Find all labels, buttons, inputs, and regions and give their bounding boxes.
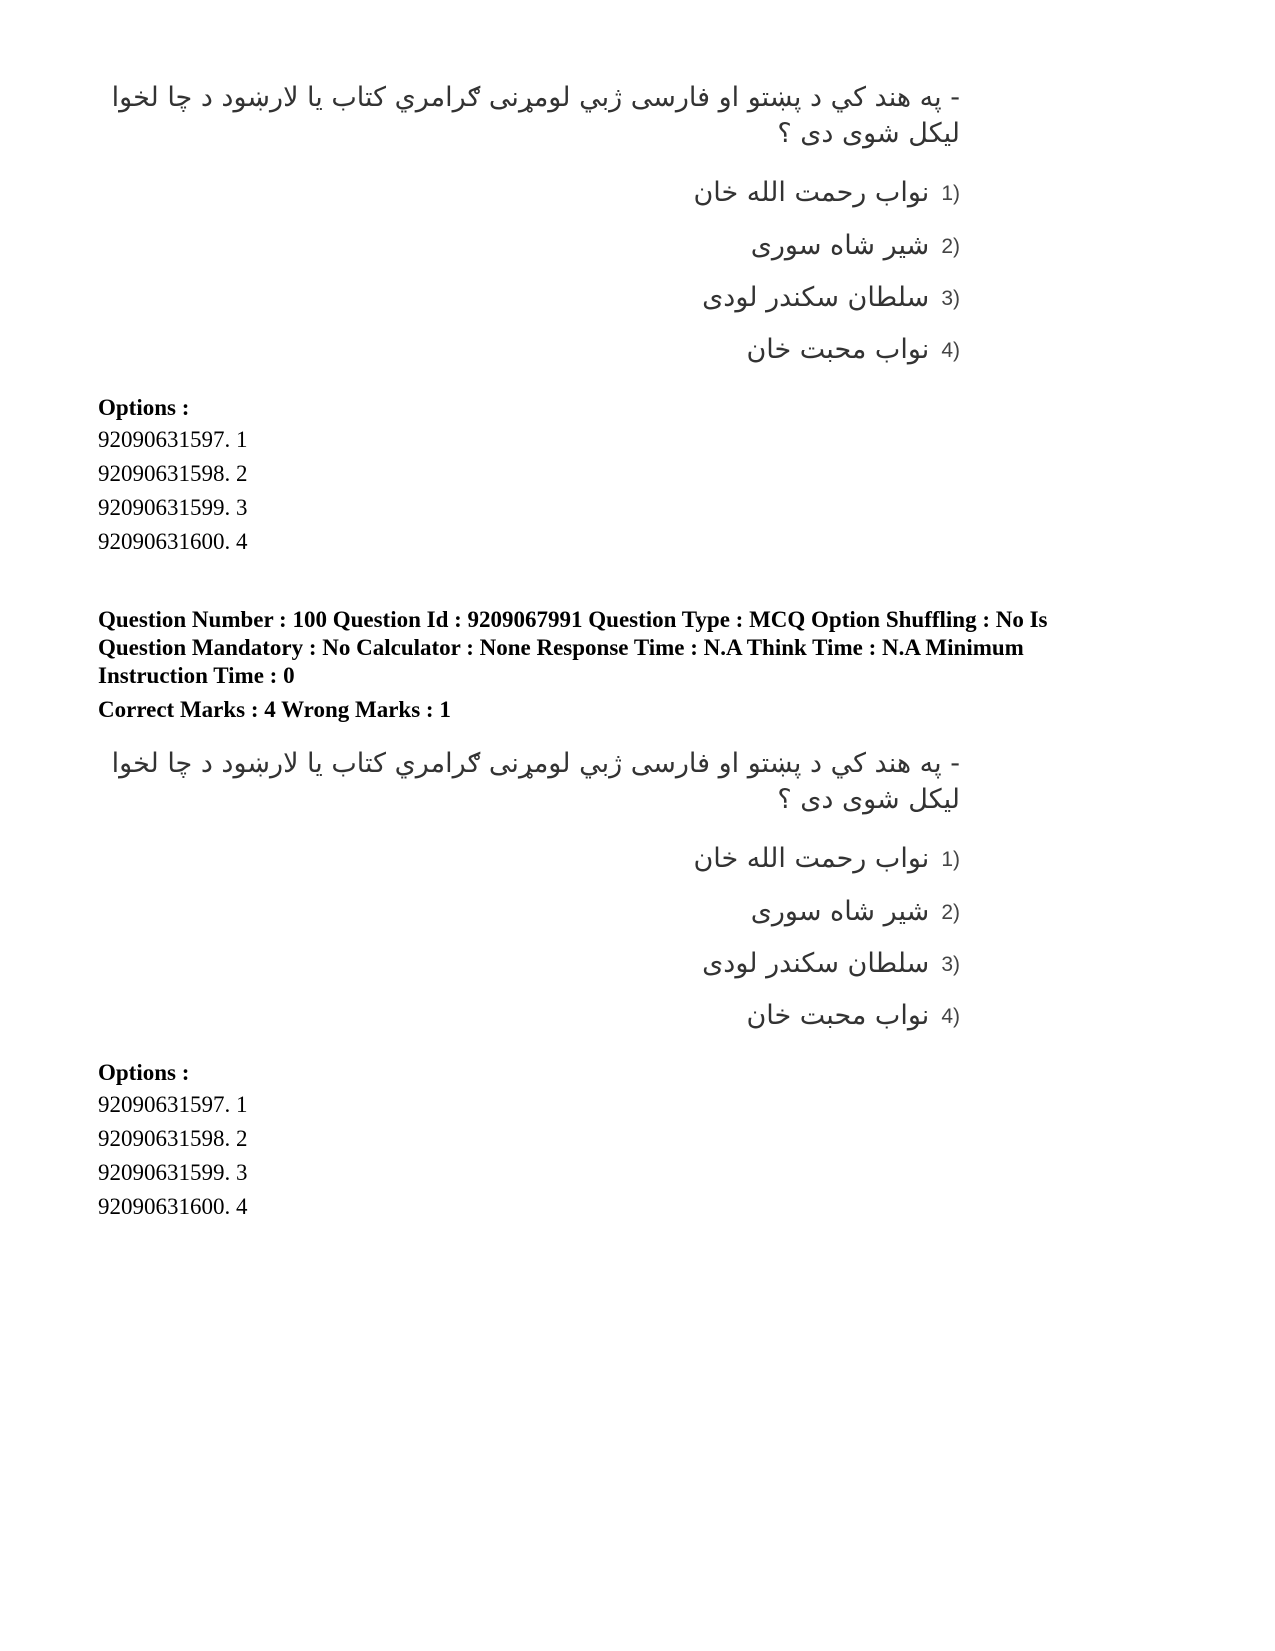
options-title: Options :	[98, 1060, 190, 1085]
question-image	[110, 80, 960, 380]
choice-number: 3)	[941, 286, 960, 310]
options-block	[98, 1058, 1178, 1224]
choice-number: 2)	[941, 234, 960, 258]
options-block	[98, 393, 1178, 559]
choice-number: 4)	[941, 1004, 960, 1028]
question-stem: - په هند کي د پښتو او فارسی ژبي لومړنی ګرامري کتاب یا لارښود د چا لخوا لیکل شوی دی ؟	[111, 748, 960, 815]
choice-text: سلطان سکندر لودی	[702, 282, 930, 313]
marks-line: Correct Marks : 4 Wrong Marks : 1	[98, 697, 451, 722]
option-row: 92090631600. 4	[98, 529, 248, 554]
option-row: 92090631597. 1	[98, 427, 248, 452]
question-choice	[560, 280, 960, 317]
question-choice	[560, 946, 960, 983]
choice-number: 4)	[941, 338, 960, 362]
question-image	[110, 746, 960, 1046]
choice-number: 1)	[941, 847, 960, 871]
question-choice	[560, 228, 960, 265]
question-stem: - په هند کي د پښتو او فارسی ژبي لومړنی ګرامري کتاب یا لارښود د چا لخوا لیکل شوی دی ؟	[111, 82, 960, 149]
option-row: 92090631600. 4	[98, 1194, 248, 1219]
meta-line: Instruction Time : 0	[98, 663, 295, 688]
question-choice	[560, 332, 960, 369]
question-choice	[560, 998, 960, 1035]
choice-text: سلطان سکندر لودی	[702, 948, 930, 979]
question-choice	[560, 175, 960, 212]
choice-text: نواب محبت خان	[746, 334, 930, 365]
question-choice	[560, 841, 960, 878]
options-title: Options :	[98, 395, 190, 420]
choice-number: 3)	[941, 952, 960, 976]
choice-number: 1)	[941, 181, 960, 205]
choice-number: 2)	[941, 900, 960, 924]
question-choice	[560, 894, 960, 931]
option-row: 92090631599. 3	[98, 1160, 248, 1185]
meta-line: Question Mandatory : No Calculator : None Response Time : N.A Think Time : N.A Minimum	[98, 635, 1024, 660]
option-row: 92090631599. 3	[98, 495, 248, 520]
option-row: 92090631598. 2	[98, 461, 248, 486]
option-row: 92090631598. 2	[98, 1126, 248, 1151]
choice-text: شیر شاه سوری	[750, 230, 930, 261]
option-row: 92090631597. 1	[98, 1092, 248, 1117]
question-meta	[98, 606, 1178, 724]
choice-text: نواب محبت خان	[746, 1000, 930, 1031]
choice-text: نواب رحمت الله خان	[693, 177, 930, 208]
meta-line: Question Number : 100 Question Id : 9209067991 Question Type : MCQ Option Shuffling : No Is	[98, 607, 1048, 632]
choice-text: نواب رحمت الله خان	[693, 843, 930, 874]
choice-text: شیر شاه سوری	[750, 896, 930, 927]
